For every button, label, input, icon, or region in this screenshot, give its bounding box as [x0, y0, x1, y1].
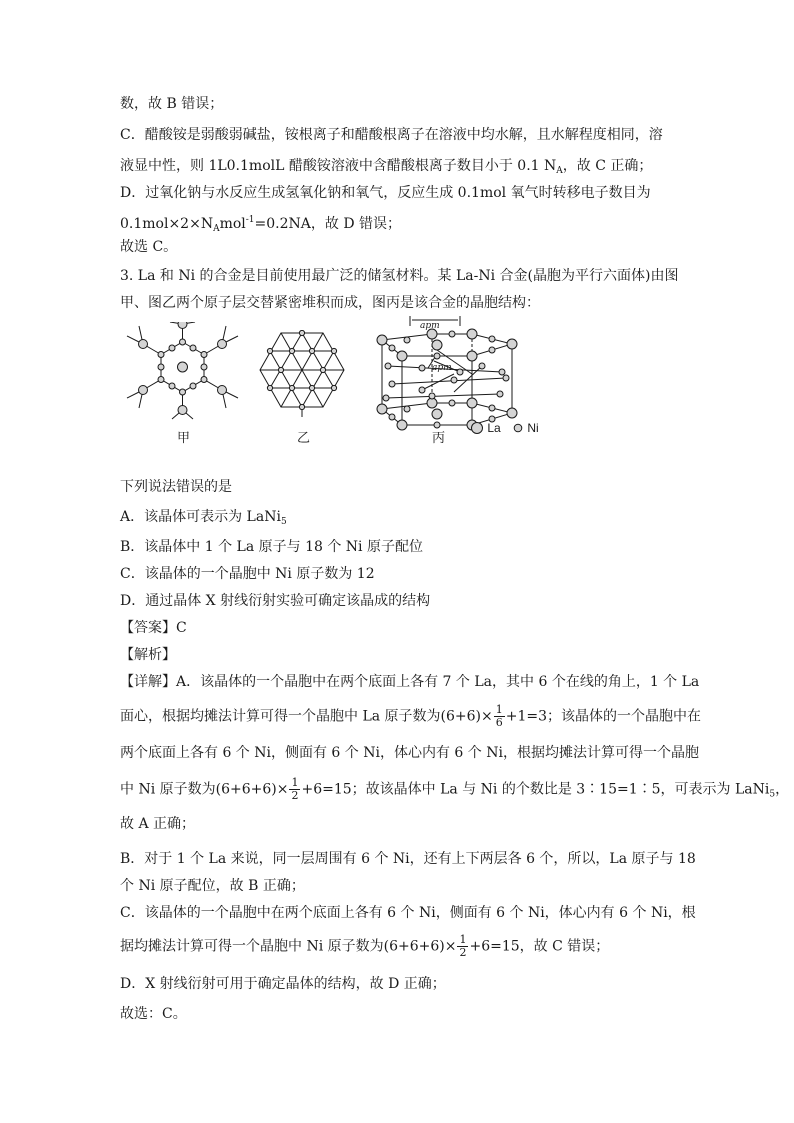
caption-jia: 甲 [177, 431, 191, 446]
text-segment: ， [775, 781, 790, 798]
text-segment: ，故 C 正确； [562, 158, 653, 174]
text-segment: 液显中性，则 1L0.1molL 醋酸铵溶液中含醋酸根离子数目小于 0.1 N [120, 158, 557, 174]
detail-line: B．对于 1 个 La 来说，同一层周围有 6 个 Ni，还有上下两层各 6 个，所以，La 原子与 18 [120, 851, 696, 867]
figure-jia [120, 322, 245, 422]
legend-la: La [487, 421, 501, 435]
detail-line: 两个底面上各有 6 个 Ni，侧面有 6 个 Ni，体心内有 6 个 Ni，根据均摊法计算可得一个晶胞 [120, 745, 699, 761]
question-stem: 甲、图乙两个原子层交替紧密堆积而成，图丙是该合金的晶胞结构： [120, 295, 540, 311]
caption-yi: 乙 [297, 431, 311, 446]
text-segment: +6=15，故 C 错误； [469, 938, 610, 955]
text-line: 数，故 B 错误； [120, 96, 224, 112]
caption-bing: 丙 [432, 431, 446, 446]
legend [470, 421, 539, 435]
option-a [120, 508, 287, 531]
text-segment: 据均摊法计算可得一个晶胞中 Ni 原子数为(6+6+6)× [120, 938, 457, 955]
figure-yi [256, 330, 348, 420]
fraction: $\frac{1}{2}$ [291, 776, 299, 802]
detail-line: 【详解】A．该晶体的一个晶胞中在两个底面上各有 7 个 La，其中 6 个在线的角上，1 个 La [120, 674, 700, 690]
text-segment: mol [219, 216, 246, 232]
analysis-heading: 【解析】 [120, 647, 176, 663]
text-segment: =0.2NA，故 D 错误； [254, 216, 402, 232]
text-line [120, 211, 401, 238]
detail-line [120, 934, 609, 959]
fraction: $\frac{1}{2}$ [459, 933, 467, 959]
detail-line: C．该晶体的一个晶胞中在两个底面上各有 6 个 Ni，侧面有 6 个 Ni，体心内有 6 个 Ni，根 [120, 905, 696, 921]
text-segment: 中 Ni 原子数为(6+6+6)× [120, 781, 289, 798]
option-d: D．通过晶体 X 射线衍射实验可确定该晶成的结构 [120, 593, 431, 609]
apm-label: apm [420, 321, 440, 331]
subscript: A [213, 224, 220, 234]
text-line: C．醋酸铵是弱酸弱碱盐，铵根离子和醋酸根离子在溶液中均水解，且水解程度相同，溶 [120, 127, 663, 143]
answer: 【答案】C [120, 620, 187, 636]
question-ask: 下列说法错误的是 [120, 479, 232, 495]
subscript: 5 [769, 789, 776, 800]
la-marker [470, 421, 484, 435]
figure-bing [362, 314, 522, 432]
text-segment: +1=3；该晶体的一个晶胞中在 [505, 708, 702, 725]
text-segment: 面心，根据均摊法计算可得一个晶胞中 La 原子数为(6+6)× [120, 708, 493, 725]
apm-label: apm [432, 363, 452, 373]
detail-line: D．X 射线衍射可用于确定晶体的结构，故 D 正确； [120, 976, 446, 992]
detail-line: 故 A 正确； [120, 816, 196, 832]
text-line: D．过氧化钠与水反应生成氢氧化钠和氧气，反应生成 0.1mol 氧气时转移电子数目为 [120, 185, 651, 201]
detail-line: 个 Ni 原子配位，故 B 正确； [120, 878, 305, 894]
text-segment: +6=15；故该晶体中 La 与 Ni 的个数比是 3∶15=1∶5，可表示为 LaNi [301, 781, 770, 798]
detail-line [120, 777, 789, 804]
option-b: B．该晶体中 1 个 La 原子与 18 个 Ni 原子配位 [120, 539, 423, 555]
text-segment: 0.1mol×2×N [120, 216, 214, 232]
fraction: $\frac{1}{6}$ [495, 703, 503, 729]
option-c: C．该晶体的一个晶胞中 Ni 原子数为 12 [120, 566, 375, 582]
superscript: -1 [245, 215, 255, 225]
question-stem: 3. La 和 Ni 的合金是目前使用最广泛的储氢材料。某 La-Ni 合金(晶胞为平行六面体)由图 [120, 268, 679, 284]
ni-marker [512, 422, 524, 434]
conclusion: 故选：C。 [120, 1006, 187, 1022]
text-line [120, 157, 652, 180]
text-segment: A．该晶体可表示为 LaNi [120, 509, 281, 525]
subscript: 5 [280, 517, 287, 527]
detail-line [120, 704, 701, 729]
text-line: 故选 C。 [120, 239, 178, 255]
legend-ni: Ni [527, 421, 539, 435]
subscript: A [556, 166, 563, 176]
